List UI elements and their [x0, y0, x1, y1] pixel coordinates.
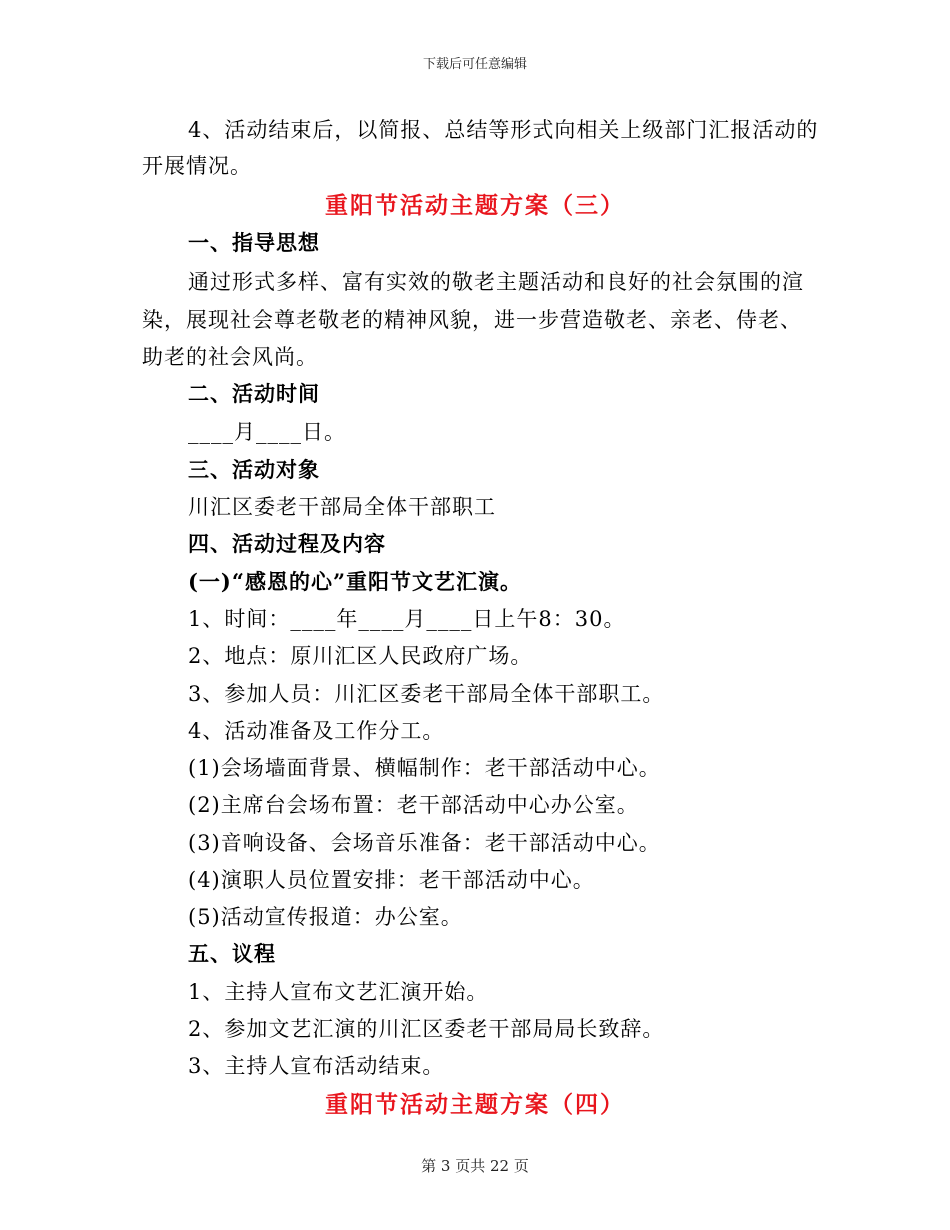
page-header: 下载后可任意编辑	[422, 57, 527, 72]
list-item: 2、地点：原川汇区人民政府广场。	[188, 644, 533, 668]
heading-agenda: 五、议程	[188, 941, 276, 966]
heading-activity-process: 四、活动过程及内容	[188, 531, 386, 556]
page-footer: 第 3 页共 22 页	[421, 1157, 529, 1175]
list-item: 1、时间：____年____月____日上午8：30。	[188, 607, 626, 631]
paragraph-line: 开展情况。	[142, 154, 252, 178]
list-item: (5)活动宣传报道：办公室。	[188, 905, 463, 929]
heading-activity-target: 三、活动对象	[188, 457, 320, 482]
paragraph-line: ____月____日。	[188, 420, 346, 444]
paragraph-line: 染，展现社会尊老敬老的精神风貌，进一步营造敬老、亲老、侍老、	[142, 308, 802, 332]
list-item: (1)会场墙面背景、横幅制作：老干部活动中心。	[188, 756, 661, 780]
section-title: 重阳节活动主题方案（三）	[325, 192, 625, 219]
paragraph-line: 川汇区委老干部局全体干部职工	[188, 495, 496, 519]
list-item: 3、参加人员：川汇区委老干部局全体干部职工。	[188, 682, 665, 706]
paragraph-line: 4、活动结束后，以简报、总结等形式向相关上级部门汇报活动的	[188, 118, 819, 142]
list-item: 2、参加文艺汇演的川汇区委老干部局局长致辞。	[188, 1017, 665, 1041]
heading-activity-time: 二、活动时间	[188, 381, 320, 406]
list-item: (4)演职人员位置安排：老干部活动中心。	[188, 868, 595, 892]
paragraph-line: 助老的社会风尚。	[142, 345, 318, 369]
paragraph-line: 通过形式多样、富有实效的敬老主题活动和良好的社会氛围的渲	[188, 270, 804, 294]
list-item: 1、主持人宣布文艺汇演开始。	[188, 980, 489, 1004]
list-item: 4、活动准备及工作分工。	[188, 719, 445, 743]
subheading-performance: (一)“感恩的心”重阳节文艺汇演。	[188, 569, 523, 594]
list-item: (2)主席台会场布置：老干部活动中心办公室。	[188, 793, 639, 817]
list-item: (3)音响设备、会场音乐准备：老干部活动中心。	[188, 831, 661, 855]
section-title: 重阳节活动主题方案（四）	[325, 1091, 625, 1118]
list-item: 3、主持人宣布活动结束。	[188, 1054, 445, 1078]
heading-guiding-thought: 一、指导思想	[188, 230, 320, 255]
